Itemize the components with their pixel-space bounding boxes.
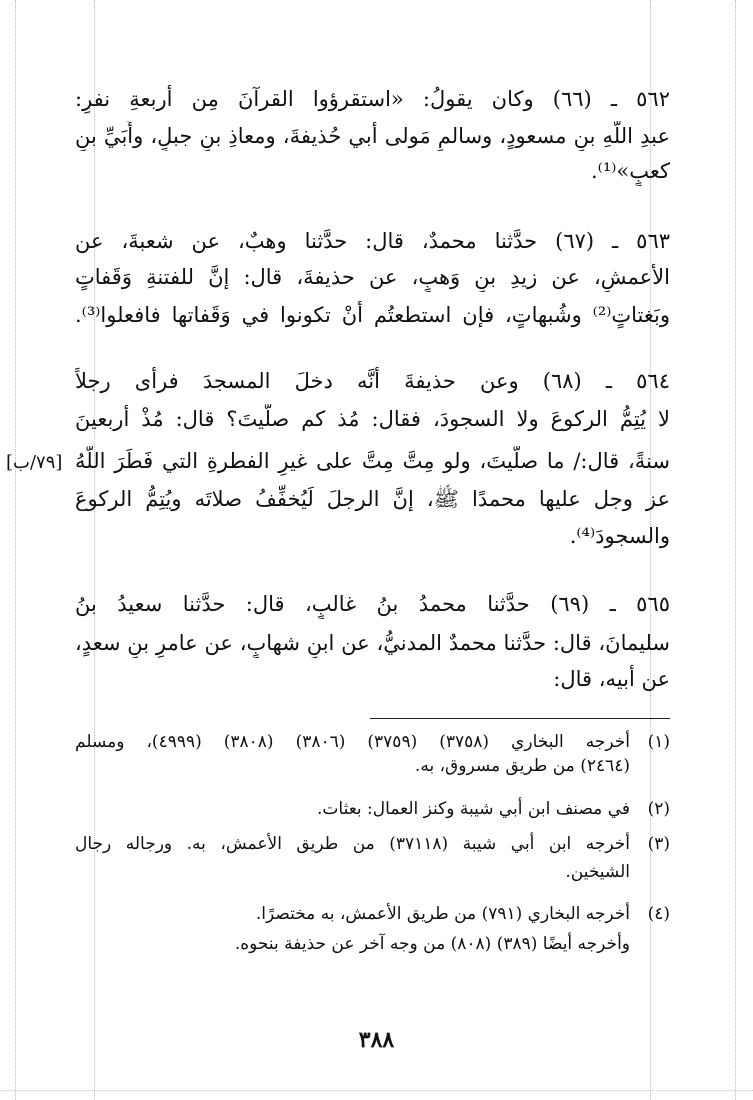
footnote-line: في مصنف ابن أبي شيبة وكنز العمال: بعثات. (317, 799, 630, 819)
text-line: سنةً، قال:/ ما صلَّيتَ، ولو مِتَّ مِتَّ على غيرِ الفطرةِ التي فَطَرَ اللّهُ (75, 449, 670, 473)
footnote-label: (٣) (647, 834, 670, 854)
footnote-line: وأخرجه أيضًا (٣٨٩) (٨٠٨) من وجه آخر عن حذيفة بنحوه. (234, 934, 630, 954)
text-line: ٥٦٤ ـ (٦٨) وعن حذيفةَ أنَّه دخلَ المسجدَ فرأى رجلاً (75, 369, 670, 393)
text-line: ٥٦٢ ـ (٦٦) وكان يقولُ: «استقرؤوا القرآنَ مِن أربعةِ نفرٍ: (75, 87, 670, 111)
text-line: وبَغتاتٍ⁽²⁾ وشُبهاتٍ، فإن استطعتُم أنْ تكونوا في وَقَفاتها فافعلوا⁽³⁾. (75, 303, 670, 327)
manuscript-folio-marker: [٧٩/ب] (6, 452, 63, 473)
footnote-label: (١) (647, 732, 670, 752)
text-line: ٥٦٣ ـ (٦٧) حدَّثنا محمدٌ، قال: حدَّثنا وهبٌ، عن شعبةَ، عن (75, 229, 670, 253)
text-line: سليمانَ، قال: حدَّثنا محمدٌ المدنيُّ، عن ابنِ شهابٍ، عن عامرِ بنِ سعدٍ، (75, 631, 670, 655)
footnote-3 (75, 832, 670, 884)
dotted-guide-line (735, 0, 736, 1100)
page-number: ٣٨٨ (358, 1027, 395, 1053)
footnote-line: أخرجه البخاري (٧٩١) من طريق الأعمش، به مختصرًا. (255, 904, 630, 924)
text-line: عن أبيه، قال: (553, 667, 670, 691)
footnote-line: أخرجه البخاري (٣٧٥٨) (٣٧٥٩) (٣٨٠٦) (٣٨٠٨) (٤٩٩٩)، ومسلم (75, 732, 631, 752)
footnote-line: الشيخين. (565, 862, 630, 882)
text-line: عز وجل عليها محمدًا ﷺ، إنَّ الرجلَ لَيُخفِّفُ صلاتَه ويُتِمُّ الركوعَ (75, 487, 670, 511)
footnote-label: (٢) (647, 799, 670, 819)
footnote-line: (٢٤٦٤) من طريق مسروق، به. (414, 756, 630, 776)
footnote-line: أخرجه ابن أبي شيبة (٣٧١١٨) من طريق الأعمش، به. ورجاله رجال (75, 834, 631, 854)
text-line: والسجودَ⁽⁴⁾. (569, 524, 670, 548)
dotted-guide-line (0, 1090, 753, 1091)
text-line: عبدِ اللّهِ بنِ مسعودٍ، وسالمٍ مَولى أبي حُذيفةَ، ومعاذِ بنِ جبلٍ، وأُبَيِّ بنِ (75, 124, 670, 148)
footnote-label: (٤) (647, 904, 670, 924)
footnote-1 (75, 730, 670, 778)
text-line: كعبٍ»⁽¹⁾. (590, 159, 670, 183)
dotted-guide-line (15, 0, 16, 1100)
text-line: ٥٦٥ ـ (٦٩) حدَّثنا محمدُ بنُ غالبٍ، قال: حدَّثنا سعيدُ بنُ (75, 592, 670, 616)
text-line: الأعمشِ، عن زيدِ بنِ وَهبٍ، عن حذيفةَ، قال: إنَّ للفتنةِ وَقَفاتٍ (75, 265, 670, 289)
footnote-separator (370, 718, 670, 719)
footnote-2 (75, 797, 670, 821)
footnote-4 (75, 902, 670, 956)
text-line: لا يُتِمُّ الركوعَ ولا السجودَ، فقال: مُذ كم صلَّيتَ؟ قال: مُذْ أربعينَ (75, 407, 670, 431)
